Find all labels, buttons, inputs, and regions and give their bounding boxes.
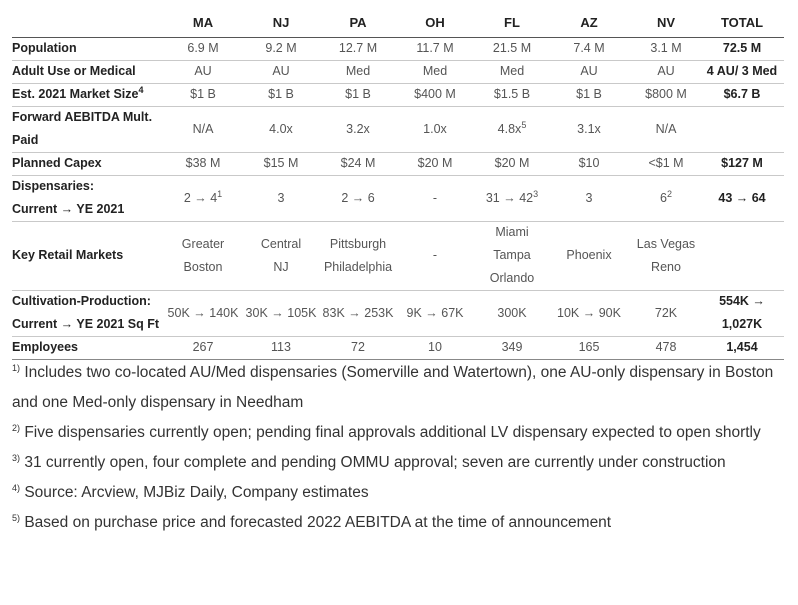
table-cell — [407, 302, 464, 325]
table-cell — [637, 233, 695, 279]
table-cell — [168, 302, 239, 325]
row-label-line: Key Retail Markets — [12, 248, 124, 262]
row-label — [12, 152, 102, 175]
table-cell — [655, 302, 677, 325]
table-cell — [657, 60, 674, 83]
cell-line: 10K → 90K — [557, 305, 621, 320]
column-header-nj: NJ — [272, 15, 290, 30]
cell-line: Orlando — [489, 271, 535, 285]
cell-line: $800 M — [645, 87, 687, 101]
table-cell — [269, 118, 293, 141]
table-cell — [493, 37, 531, 60]
cell-line: NJ — [273, 259, 289, 274]
table-cell — [414, 83, 456, 106]
cell-line: 165 — [578, 340, 600, 354]
table-cell — [490, 221, 534, 290]
column-header-ma: MA — [192, 15, 214, 30]
table-cell — [346, 60, 370, 83]
table-row — [12, 336, 784, 360]
table-cell — [423, 118, 447, 141]
cell-line: Pittsburgh — [329, 236, 387, 251]
row-label-line: Current → YE 2021 — [12, 202, 125, 216]
row-label-line: Dispensaries: — [12, 179, 94, 193]
cell-line: 50K → 140K — [167, 305, 239, 320]
footnote-ref: 5 — [521, 119, 527, 130]
cell-line: 1,027K — [721, 317, 763, 331]
cell-line: $1 B — [576, 87, 602, 101]
cell-line: Las Vegas — [636, 236, 696, 251]
cell-line: 300K — [497, 305, 527, 320]
cell-line: AU — [194, 64, 212, 78]
table-cell — [428, 336, 442, 359]
footnote-text: 31 currently open, four complete and pending OMMU approval; seven are currently under construction — [20, 454, 726, 471]
table-header — [12, 11, 784, 38]
table-cell — [586, 187, 593, 210]
row-label-line: Employees — [12, 340, 79, 354]
cell-line: AU — [580, 64, 598, 78]
row-label — [12, 336, 78, 359]
cell-line: Philadelphia — [323, 259, 393, 274]
footnote-text: Source: Arcview, MJBiz Daily, Company estimates — [20, 484, 369, 501]
table-row — [12, 175, 784, 222]
table-cell — [495, 152, 530, 175]
cell-line: 6.9 M — [187, 41, 219, 55]
cell-line: Med — [345, 64, 371, 78]
table-cell — [341, 187, 374, 210]
table-cell — [193, 118, 214, 141]
row-label-line: Cultivation-Production: — [12, 294, 151, 308]
table-cell — [346, 118, 370, 141]
cell-line: $20 M — [417, 156, 453, 170]
table-cell — [323, 302, 394, 325]
table-cell — [650, 37, 681, 60]
cell-line: 9K → 67K — [406, 305, 464, 320]
table-cell — [246, 302, 317, 325]
table-cell — [418, 152, 453, 175]
footnote-number: 2) — [12, 422, 21, 433]
table-cell — [416, 37, 453, 60]
cell-line: 1.0x — [423, 121, 447, 136]
footnote-text: Five dispensaries currently open; pending final approvals additional LV dispensary expected to open shortly — [20, 424, 761, 441]
table-cell — [268, 83, 294, 106]
table-cell — [660, 187, 672, 210]
cell-line: Phoenix — [566, 248, 612, 262]
footnote-ref: 1 — [217, 188, 223, 199]
cell-line: $1 B — [190, 87, 216, 101]
cell-line: Miami — [495, 225, 529, 239]
table-cell — [265, 37, 296, 60]
table-cell — [645, 83, 687, 106]
table-cell — [433, 187, 437, 210]
table-row — [12, 221, 784, 291]
cell-line: Med — [422, 64, 448, 78]
column-header-total: TOTAL — [720, 15, 764, 30]
cell-line: $6^2$ — [660, 188, 672, 205]
table-cell — [656, 336, 677, 359]
table-cell — [351, 336, 365, 359]
table-row — [12, 60, 784, 84]
cell-line: $24 M — [340, 156, 376, 170]
cell-line: 2 → 6 — [341, 190, 375, 205]
table-cell — [339, 37, 377, 60]
cell-line: $4.8x^5$ — [497, 119, 527, 136]
table-cell — [498, 118, 527, 141]
cell-line: $1.5 B — [493, 87, 531, 101]
footnote — [12, 358, 787, 418]
table-row — [12, 290, 784, 337]
row-label-line: Adult Use or Medical — [12, 64, 136, 78]
cell-line: $38 M — [185, 156, 221, 170]
table-cell — [576, 83, 602, 106]
table-cell — [194, 60, 211, 83]
table-row — [12, 152, 784, 176]
table-row — [12, 106, 784, 153]
table-cell — [723, 37, 761, 60]
column-header-az: AZ — [580, 15, 598, 30]
cell-line: 72 — [351, 340, 365, 354]
cell-line: 83K → 253K — [322, 305, 394, 320]
cell-line: 4 AU/ 3 Med — [706, 64, 778, 78]
cell-line: 267 — [192, 340, 214, 354]
table-cell — [433, 244, 437, 267]
cell-line: 43 → 64 — [718, 190, 766, 205]
row-label — [12, 83, 143, 106]
column-header-fl: FL — [504, 15, 520, 30]
table-cell — [187, 37, 218, 60]
cell-line: Greater — [181, 236, 225, 251]
table-cell — [494, 83, 530, 106]
table-cell — [324, 233, 392, 279]
cell-line: 7.4 M — [573, 41, 605, 55]
table-cell — [423, 60, 447, 83]
table-cell — [580, 60, 597, 83]
table-cell — [261, 233, 301, 279]
table-cell — [341, 152, 376, 175]
table-cell — [497, 302, 526, 325]
row-label-line: Population — [12, 41, 77, 55]
footnote-text: Based on purchase price and forecasted 2022 AEBITDA at the time of announcement — [20, 514, 612, 531]
cell-line: - — [432, 248, 438, 262]
row-label — [12, 244, 123, 267]
cell-line: Med — [499, 64, 525, 78]
table-cell — [271, 336, 291, 359]
cell-line: AU — [272, 64, 290, 78]
table-cell — [502, 336, 523, 359]
table-cell — [500, 60, 524, 83]
table-cell — [486, 187, 538, 210]
cell-line: 11.7 M — [416, 41, 454, 55]
table-cell — [345, 83, 371, 106]
cell-line: Reno — [651, 259, 681, 274]
cell-line: N/A — [192, 121, 214, 136]
table-cell — [278, 187, 285, 210]
cell-line: $31 \to 42^3$ — [485, 188, 539, 205]
footnote — [12, 448, 787, 478]
table-cell — [573, 37, 604, 60]
cell-line: N/A — [655, 121, 677, 136]
footnote-number: 1) — [12, 362, 21, 373]
cell-line: $6.7 B — [723, 87, 761, 101]
row-label-line: Planned Capex — [12, 156, 102, 170]
column-header-oh: OH — [425, 15, 445, 30]
cell-line: 554K → — [719, 294, 765, 308]
table-cell — [579, 336, 600, 359]
footnote — [12, 418, 787, 448]
row-label — [12, 175, 124, 221]
footnote-ref: 2 — [666, 188, 672, 199]
cell-line: 1,454 — [726, 340, 758, 354]
cell-line: Central — [260, 236, 302, 251]
cell-line: 72K — [654, 305, 678, 320]
footnote-text: Includes two co-located AU/Med dispensaries (Somerville and Watertown), one AU-only dispensary in Boston and one Med-only dispensary in Needham — [12, 364, 774, 411]
cell-line: 30K → 105K — [245, 305, 317, 320]
cell-line: AU — [657, 64, 675, 78]
cell-line: 4.0x — [269, 121, 293, 136]
cell-line: 478 — [655, 340, 677, 354]
row-label-line: Paid — [12, 133, 39, 147]
footnotes — [12, 358, 787, 538]
footnote-ref: 4 — [138, 84, 144, 95]
table-cell — [648, 152, 683, 175]
table-cell — [724, 83, 761, 106]
column-header-nv: NV — [656, 15, 676, 30]
cell-line: 12.7 M — [338, 41, 378, 55]
row-label — [12, 37, 77, 60]
footnote — [12, 508, 787, 538]
table-cell — [186, 152, 221, 175]
table-cell — [707, 60, 777, 83]
row-label — [12, 290, 159, 336]
table-cell — [264, 152, 299, 175]
cell-line: 3.2x — [346, 121, 370, 136]
table-cell — [272, 60, 289, 83]
cell-line: $400 M — [414, 87, 456, 101]
cell-line: 21.5 M — [492, 41, 532, 55]
cell-line: 3.1x — [577, 121, 601, 136]
row-label-line: Forward AEBITDA Mult. — [12, 110, 153, 124]
footnote-number: 5) — [12, 512, 21, 523]
table-cell — [718, 187, 765, 210]
cell-line: $127 M — [721, 156, 763, 170]
table-row — [12, 37, 784, 61]
row-label-line: Current → YE 2021 Sq Ft — [12, 317, 160, 331]
cell-line: - — [432, 190, 438, 205]
table-row — [12, 83, 784, 107]
row-label — [12, 60, 136, 83]
footnote-ref: 3 — [533, 188, 539, 199]
cell-line: 9.2 M — [265, 41, 297, 55]
table-cell — [579, 152, 600, 175]
table-cell — [577, 118, 601, 141]
column-header-pa: PA — [349, 15, 367, 30]
row-label-line: Est. 2021 Market Size$^4$ — [12, 84, 144, 101]
table-cell — [193, 336, 214, 359]
table-cell — [184, 187, 222, 210]
footnote-number: 4) — [12, 482, 21, 493]
cell-line: 113 — [271, 340, 291, 354]
table-cell — [721, 152, 763, 175]
cell-line: 10 — [428, 340, 442, 354]
table-cell — [182, 233, 224, 279]
cell-line: $10 — [578, 156, 600, 170]
cell-line: Boston — [183, 259, 223, 274]
table-cell — [656, 118, 677, 141]
table-cell — [557, 302, 621, 325]
cell-line: $20 M — [494, 156, 530, 170]
cell-line: 3.1 M — [650, 41, 682, 55]
footnote — [12, 478, 787, 508]
cell-line: <$1 M — [648, 156, 684, 170]
cell-line: Tampa — [493, 248, 531, 262]
cell-line: $15 M — [263, 156, 299, 170]
cell-line: 3 — [277, 190, 285, 205]
cell-line: $1 B — [345, 87, 371, 101]
cell-line: 349 — [501, 340, 523, 354]
footnote-number: 3) — [12, 452, 21, 463]
table-cell — [190, 83, 216, 106]
cell-line: 3 — [585, 190, 593, 205]
cell-line: 72.5 M — [722, 41, 762, 55]
cell-line: $1 B — [268, 87, 294, 101]
table-cell — [719, 290, 765, 336]
row-label — [12, 106, 152, 152]
table-cell — [726, 336, 757, 359]
cell-line: $2 \to 4^1$ — [183, 188, 223, 205]
table-cell — [566, 244, 611, 267]
